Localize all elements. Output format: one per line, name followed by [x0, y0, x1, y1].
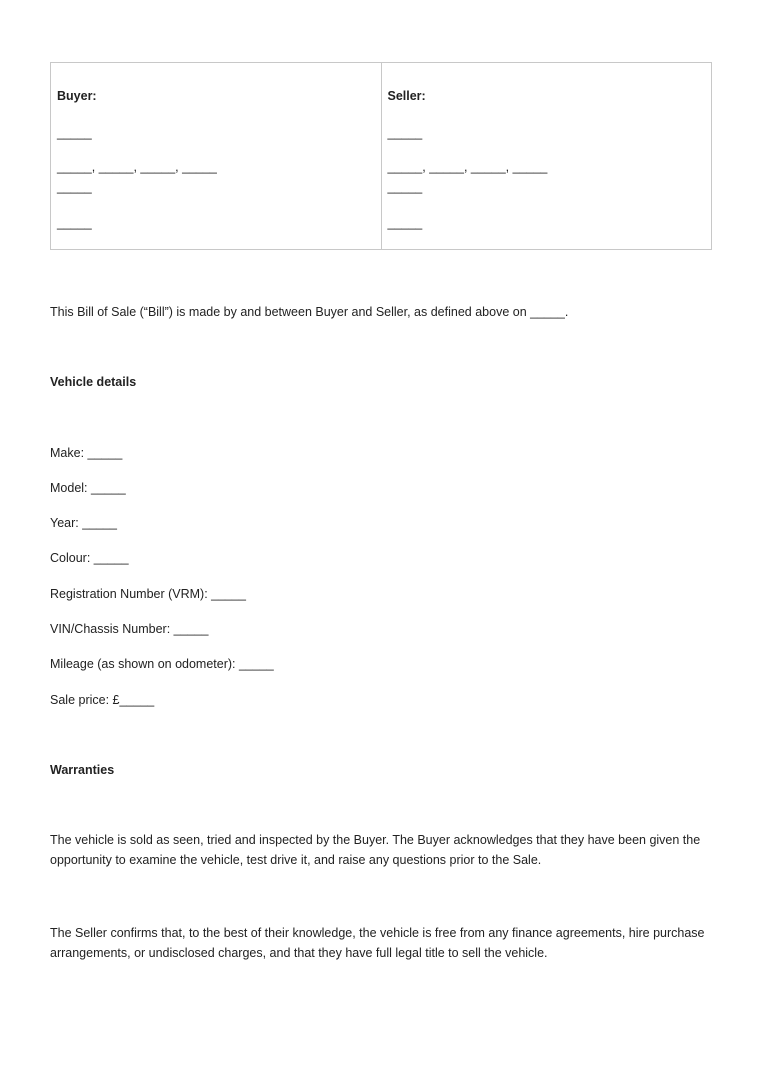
mileage-field: Mileage (as shown on odometer): _____ [50, 657, 274, 671]
vehicle-details-heading: Vehicle details [50, 375, 137, 389]
colour-field: Colour: _____ [50, 551, 129, 565]
buyer-address-blank: _____, _____, _____, _____ [57, 160, 217, 174]
seller-phone-blank: _____ [387, 216, 423, 230]
parties-table [50, 62, 712, 250]
buyer-label: Buyer: [57, 89, 97, 103]
warranties-heading: Warranties [50, 763, 115, 777]
intro-paragraph: This Bill of Sale (“Bill”) is made by and between Buyer and Seller, as defined above on _____. [50, 305, 569, 319]
seller-address-blank: _____, _____, _____, _____ [387, 160, 548, 174]
buyer-name-blank: _____ [57, 126, 92, 140]
seller-label: Seller: [387, 89, 426, 103]
vin-field: VIN/Chassis Number: _____ [50, 622, 209, 636]
warranty-paragraph-2: The Seller confirms that, to the best of their knowledge, the vehicle is free from any finance agreements, hire purchase arrangements, or undisclosed charges, and that they have full legal title to sell the vehicle. [50, 926, 705, 960]
make-field: Make: _____ [50, 446, 123, 460]
sale-price-field: Sale price: £_____ [50, 693, 155, 707]
buyer-phone-blank: _____ [57, 216, 92, 230]
seller-postcode-blank: _____ [387, 180, 423, 194]
year-field: Year: _____ [50, 516, 117, 530]
buyer-cell [51, 63, 381, 249]
model-field: Model: _____ [50, 481, 126, 495]
registration-field: Registration Number (VRM): _____ [50, 587, 246, 601]
seller-cell [381, 63, 712, 249]
buyer-postcode-blank: _____ [57, 180, 92, 194]
warranty-paragraph-1: The vehicle is sold as seen, tried and inspected by the Buyer. The Buyer acknowledges that they have been given the opportunity to examine the vehicle, test drive it, and raise any questions prior to the Sale. [50, 833, 701, 867]
seller-name-blank: _____ [387, 126, 423, 140]
